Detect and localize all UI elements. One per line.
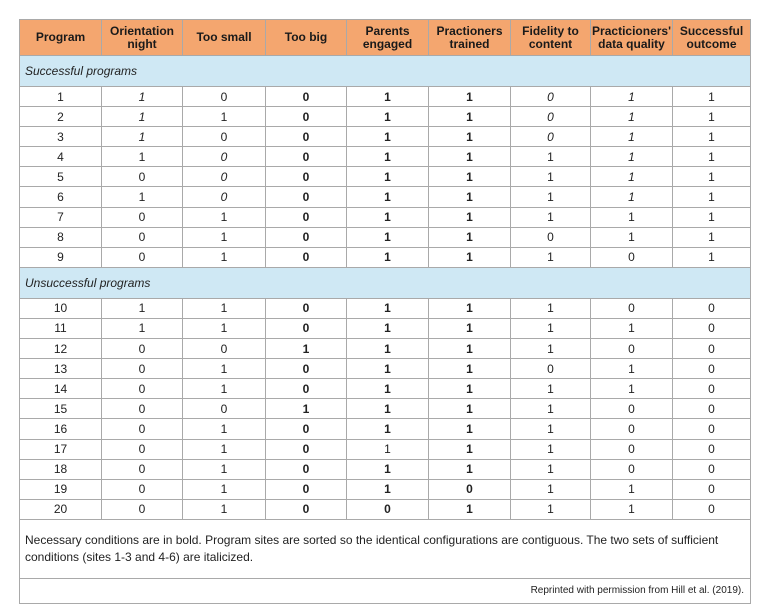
cell-fidelity: 0: [511, 127, 591, 147]
cell-too-small: 1: [183, 479, 266, 499]
cell-data-quality: 0: [591, 339, 673, 359]
cell-orientation-night: 0: [102, 379, 183, 399]
cell-successful-outcome: 0: [673, 359, 751, 379]
cell-parents-engaged: 1: [347, 379, 429, 399]
cell-too-small: 0: [183, 147, 266, 167]
table-row: [20, 247, 751, 267]
cell-practioners-trained: 1: [429, 107, 511, 127]
cell-successful-outcome: 0: [673, 298, 751, 318]
table-row: [20, 379, 751, 399]
cell-data-quality: 0: [591, 459, 673, 479]
cell-data-quality: 1: [591, 207, 673, 227]
cell-practioners-trained: 1: [429, 339, 511, 359]
cell-too-big: 0: [266, 227, 347, 247]
cell-successful-outcome: 0: [673, 439, 751, 459]
cell-successful-outcome: 1: [673, 167, 751, 187]
cell-fidelity: 0: [511, 107, 591, 127]
section-title: Unsuccessful programs: [20, 267, 751, 298]
cell-too-big: 0: [266, 127, 347, 147]
cell-program: 13: [20, 359, 102, 379]
col-header-program: Program: [20, 20, 102, 56]
section-title: Successful programs: [20, 56, 751, 87]
cell-successful-outcome: 1: [673, 147, 751, 167]
cell-program: 1: [20, 87, 102, 107]
cell-parents-engaged: 1: [347, 107, 429, 127]
cell-successful-outcome: 1: [673, 227, 751, 247]
cell-data-quality: 1: [591, 379, 673, 399]
cell-successful-outcome: 0: [673, 399, 751, 419]
cell-parents-engaged: 1: [347, 298, 429, 318]
cell-orientation-night: 0: [102, 419, 183, 439]
cell-too-big: 0: [266, 247, 347, 267]
cell-practioners-trained: 1: [429, 127, 511, 147]
cell-too-small: 1: [183, 439, 266, 459]
cell-practioners-trained: 1: [429, 187, 511, 207]
cell-parents-engaged: 1: [347, 439, 429, 459]
cell-too-small: 1: [183, 298, 266, 318]
cell-data-quality: 0: [591, 298, 673, 318]
cell-successful-outcome: 0: [673, 318, 751, 338]
cell-too-small: 0: [183, 187, 266, 207]
col-header-too-small: Too small: [183, 20, 266, 56]
cell-orientation-night: 1: [102, 318, 183, 338]
cell-too-big: 0: [266, 147, 347, 167]
cell-data-quality: 1: [591, 107, 673, 127]
header-row: [20, 20, 751, 56]
cell-program: 11: [20, 318, 102, 338]
cell-fidelity: 0: [511, 359, 591, 379]
cell-too-big: 0: [266, 439, 347, 459]
cell-fidelity: 1: [511, 318, 591, 338]
col-header-too-big: Too big: [266, 20, 347, 56]
cell-too-small: 0: [183, 399, 266, 419]
cell-parents-engaged: 1: [347, 459, 429, 479]
cell-data-quality: 0: [591, 439, 673, 459]
cell-fidelity: 1: [511, 419, 591, 439]
cell-practioners-trained: 1: [429, 439, 511, 459]
cell-fidelity: 1: [511, 298, 591, 318]
cell-data-quality: 1: [591, 499, 673, 519]
table-row: [20, 127, 751, 147]
cell-practioners-trained: 1: [429, 147, 511, 167]
cell-program: 9: [20, 247, 102, 267]
cell-fidelity: 1: [511, 207, 591, 227]
cell-orientation-night: 0: [102, 247, 183, 267]
table-row: [20, 359, 751, 379]
cell-program: 17: [20, 439, 102, 459]
table-body: [20, 56, 751, 604]
cell-too-small: 1: [183, 359, 266, 379]
cell-too-small: 1: [183, 207, 266, 227]
col-header-fidelity: Fidelity to content: [511, 20, 591, 56]
cell-program: 4: [20, 147, 102, 167]
cell-practioners-trained: 1: [429, 298, 511, 318]
cell-too-small: 1: [183, 379, 266, 399]
cell-orientation-night: 1: [102, 298, 183, 318]
cell-practioners-trained: 1: [429, 399, 511, 419]
cell-too-big: 0: [266, 298, 347, 318]
cell-too-big: 1: [266, 339, 347, 359]
cell-too-small: 1: [183, 247, 266, 267]
cell-successful-outcome: 1: [673, 187, 751, 207]
cell-orientation-night: 0: [102, 339, 183, 359]
cell-parents-engaged: 1: [347, 247, 429, 267]
cell-too-small: 1: [183, 499, 266, 519]
table-note: Necessary conditions are in bold. Program sites are sorted so the identical configurations are contiguous. The two sets of sufficient conditions (sites 1-3 and 4-6) are italicized.: [20, 519, 751, 578]
note-row: [20, 519, 751, 578]
cell-fidelity: 0: [511, 87, 591, 107]
cell-orientation-night: 1: [102, 87, 183, 107]
cell-orientation-night: 1: [102, 127, 183, 147]
cell-data-quality: 0: [591, 247, 673, 267]
table-row: [20, 187, 751, 207]
qca-table: [19, 19, 751, 604]
cell-successful-outcome: 1: [673, 247, 751, 267]
cell-program: 8: [20, 227, 102, 247]
table-row: [20, 339, 751, 359]
cell-program: 3: [20, 127, 102, 147]
cell-too-big: 0: [266, 87, 347, 107]
cell-fidelity: 1: [511, 147, 591, 167]
cell-fidelity: 1: [511, 499, 591, 519]
table-row: [20, 167, 751, 187]
table-row: [20, 298, 751, 318]
cell-too-big: 1: [266, 399, 347, 419]
cell-fidelity: 1: [511, 339, 591, 359]
cell-data-quality: 1: [591, 167, 673, 187]
cell-program: 10: [20, 298, 102, 318]
cell-parents-engaged: 0: [347, 499, 429, 519]
cell-successful-outcome: 1: [673, 107, 751, 127]
cell-fidelity: 1: [511, 187, 591, 207]
cell-too-big: 0: [266, 187, 347, 207]
cell-parents-engaged: 1: [347, 167, 429, 187]
table-row: [20, 227, 751, 247]
cell-practioners-trained: 1: [429, 207, 511, 227]
table-row: [20, 147, 751, 167]
cell-data-quality: 1: [591, 227, 673, 247]
section-header-unsuccessful: [20, 267, 751, 298]
table-credit: Reprinted with permission from Hill et al. (2019).: [20, 578, 751, 603]
table-row: [20, 459, 751, 479]
cell-too-small: 0: [183, 87, 266, 107]
cell-practioners-trained: 1: [429, 419, 511, 439]
cell-too-big: 0: [266, 207, 347, 227]
cell-practioners-trained: 1: [429, 87, 511, 107]
cell-too-big: 0: [266, 167, 347, 187]
table-row: [20, 107, 751, 127]
cell-too-big: 0: [266, 359, 347, 379]
cell-parents-engaged: 1: [347, 147, 429, 167]
cell-fidelity: 1: [511, 167, 591, 187]
cell-practioners-trained: 1: [429, 459, 511, 479]
cell-successful-outcome: 1: [673, 207, 751, 227]
col-header-parents-engaged: Parents engaged: [347, 20, 429, 56]
cell-fidelity: 1: [511, 459, 591, 479]
cell-fidelity: 1: [511, 479, 591, 499]
cell-successful-outcome: 0: [673, 339, 751, 359]
cell-orientation-night: 0: [102, 439, 183, 459]
cell-parents-engaged: 1: [347, 399, 429, 419]
cell-orientation-night: 0: [102, 499, 183, 519]
cell-data-quality: 0: [591, 419, 673, 439]
cell-fidelity: 1: [511, 379, 591, 399]
cell-parents-engaged: 1: [347, 479, 429, 499]
col-header-data-quality: Practicioners' data quality: [591, 20, 673, 56]
cell-too-small: 0: [183, 167, 266, 187]
cell-fidelity: 1: [511, 399, 591, 419]
cell-practioners-trained: 1: [429, 247, 511, 267]
col-header-practioners-trained: Practioners trained: [429, 20, 511, 56]
cell-too-small: 1: [183, 419, 266, 439]
cell-too-small: 0: [183, 127, 266, 147]
table-container: [19, 19, 750, 604]
cell-orientation-night: 1: [102, 147, 183, 167]
table-row: [20, 479, 751, 499]
cell-parents-engaged: 1: [347, 127, 429, 147]
cell-data-quality: 0: [591, 399, 673, 419]
cell-data-quality: 1: [591, 479, 673, 499]
table-row: [20, 318, 751, 338]
cell-parents-engaged: 1: [347, 359, 429, 379]
cell-parents-engaged: 1: [347, 318, 429, 338]
cell-parents-engaged: 1: [347, 339, 429, 359]
cell-data-quality: 1: [591, 147, 673, 167]
cell-fidelity: 1: [511, 439, 591, 459]
cell-too-big: 0: [266, 419, 347, 439]
cell-program: 19: [20, 479, 102, 499]
cell-program: 6: [20, 187, 102, 207]
cell-too-big: 0: [266, 459, 347, 479]
cell-successful-outcome: 0: [673, 379, 751, 399]
cell-data-quality: 1: [591, 127, 673, 147]
col-header-orientation-night: Orientation night: [102, 20, 183, 56]
cell-parents-engaged: 1: [347, 187, 429, 207]
cell-program: 16: [20, 419, 102, 439]
cell-program: 14: [20, 379, 102, 399]
cell-too-small: 1: [183, 227, 266, 247]
cell-program: 18: [20, 459, 102, 479]
cell-too-small: 1: [183, 107, 266, 127]
cell-orientation-night: 0: [102, 167, 183, 187]
col-header-successful-outcome: Successful outcome: [673, 20, 751, 56]
cell-practioners-trained: 1: [429, 167, 511, 187]
table-row: [20, 87, 751, 107]
cell-orientation-night: 1: [102, 187, 183, 207]
cell-fidelity: 0: [511, 227, 591, 247]
cell-orientation-night: 0: [102, 359, 183, 379]
cell-too-big: 0: [266, 318, 347, 338]
cell-data-quality: 1: [591, 359, 673, 379]
cell-program: 12: [20, 339, 102, 359]
cell-fidelity: 1: [511, 247, 591, 267]
cell-practioners-trained: 1: [429, 499, 511, 519]
table-row: [20, 399, 751, 419]
cell-practioners-trained: 1: [429, 227, 511, 247]
cell-orientation-night: 1: [102, 107, 183, 127]
cell-too-big: 0: [266, 499, 347, 519]
cell-too-small: 1: [183, 318, 266, 338]
cell-practioners-trained: 1: [429, 318, 511, 338]
table-row: [20, 419, 751, 439]
cell-parents-engaged: 1: [347, 419, 429, 439]
cell-successful-outcome: 0: [673, 459, 751, 479]
cell-parents-engaged: 1: [347, 227, 429, 247]
cell-successful-outcome: 0: [673, 479, 751, 499]
cell-successful-outcome: 0: [673, 499, 751, 519]
cell-practioners-trained: 0: [429, 479, 511, 499]
credit-row: [20, 578, 751, 603]
cell-data-quality: 1: [591, 318, 673, 338]
table-row: [20, 207, 751, 227]
cell-program: 20: [20, 499, 102, 519]
cell-too-small: 1: [183, 459, 266, 479]
cell-orientation-night: 0: [102, 459, 183, 479]
cell-program: 15: [20, 399, 102, 419]
cell-parents-engaged: 1: [347, 207, 429, 227]
cell-practioners-trained: 1: [429, 379, 511, 399]
cell-successful-outcome: 0: [673, 419, 751, 439]
cell-program: 7: [20, 207, 102, 227]
cell-orientation-night: 0: [102, 479, 183, 499]
cell-practioners-trained: 1: [429, 359, 511, 379]
cell-too-big: 0: [266, 107, 347, 127]
cell-successful-outcome: 1: [673, 87, 751, 107]
cell-data-quality: 1: [591, 187, 673, 207]
section-header-successful: [20, 56, 751, 87]
cell-parents-engaged: 1: [347, 87, 429, 107]
table-row: [20, 499, 751, 519]
cell-successful-outcome: 1: [673, 127, 751, 147]
cell-program: 2: [20, 107, 102, 127]
cell-too-big: 0: [266, 379, 347, 399]
cell-orientation-night: 0: [102, 399, 183, 419]
cell-orientation-night: 0: [102, 207, 183, 227]
cell-too-small: 0: [183, 339, 266, 359]
cell-data-quality: 1: [591, 87, 673, 107]
cell-orientation-night: 0: [102, 227, 183, 247]
cell-program: 5: [20, 167, 102, 187]
table-row: [20, 439, 751, 459]
cell-too-big: 0: [266, 479, 347, 499]
